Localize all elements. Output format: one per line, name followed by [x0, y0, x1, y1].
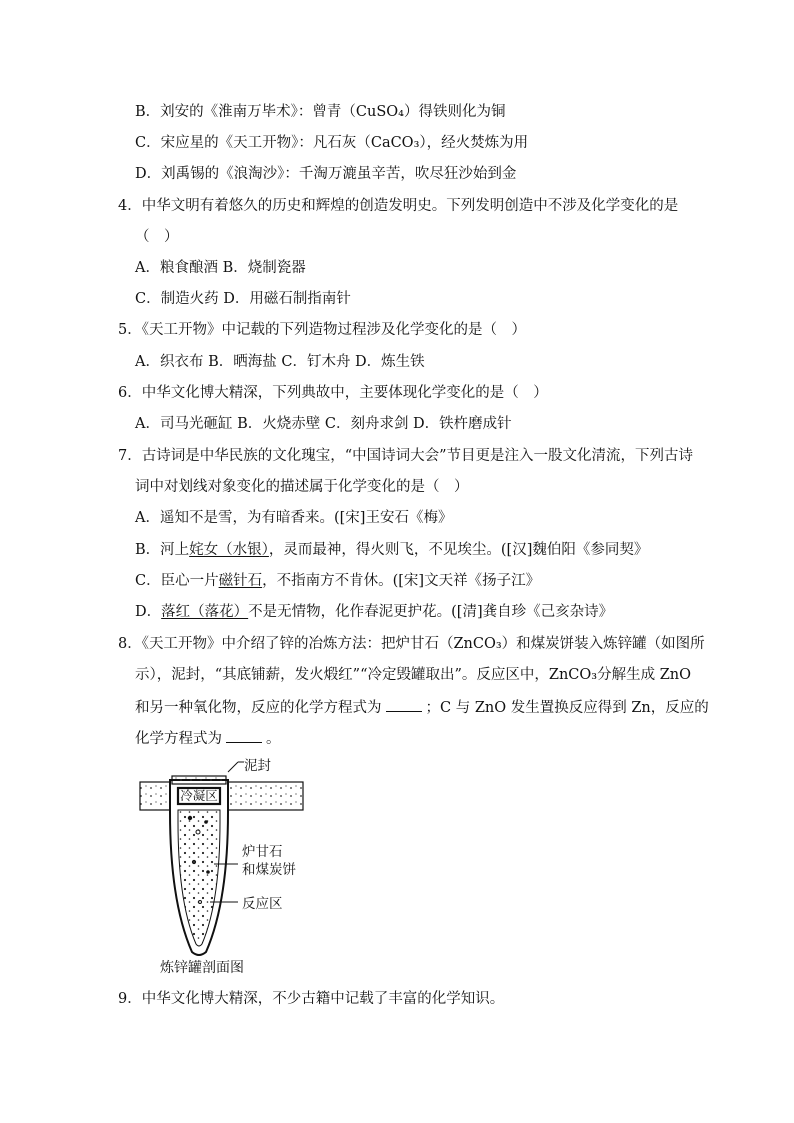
q9-stem: 9．中华文化博大精深，不少古籍中记载了丰富的化学知识。 — [118, 991, 505, 1007]
figure-caption: 炼锌罐剖面图 — [160, 960, 244, 976]
q8-line-3-a: 和另一种氧化物，反应的化学方程式为 — [135, 700, 382, 716]
q3-option-b: B．刘安的《淮南万毕术》：曾青（CuSO₄）得铁则化为铜 — [135, 104, 506, 120]
q5-stem: 5．《天工开物》中记载的下列造物过程涉及化学变化的是（ ） — [118, 322, 526, 338]
q7-d-underlined: 落红（落花） — [161, 604, 249, 620]
q6-options: A．司马光砸缸 B．火烧赤壁 C．刻舟求剑 D．铁杵磨成针 — [135, 416, 512, 432]
q8-line-3-b: ；C 与 ZnO 发生置换反应得到 Zn，反应的 — [425, 700, 709, 716]
q4-stem: 4．中华文明有着悠久的历史和辉煌的创造发明史。下列发明创造中不涉及化学变化的是 — [118, 198, 679, 214]
q8-line-4-b: 。 — [266, 731, 281, 747]
q3-option-d: D．刘禹锡的《浪淘沙》：千淘万漉虽辛苦，吹尽狂沙始到金 — [135, 166, 517, 182]
q4-options-cd: C．制造火药 D．用磁石制指南针 — [135, 291, 351, 307]
q8-line-3 — [135, 697, 709, 718]
q7-d-suffix: 不是无情物，化作春泥更护花。([清]龚自珍《己亥杂诗》 — [248, 604, 614, 620]
q7-d-prefix: D． — [135, 604, 162, 620]
answer-blank-2[interactable] — [226, 728, 262, 743]
q6-stem: 6．中华文化博大精深，下列典故中，主要体现化学变化的是（ ） — [118, 385, 548, 401]
q7-stem: 7．古诗词是中华民族的文化瑰宝，“中国诗词大会”节目更是注入一股文化清流，下列古诗 — [118, 448, 694, 464]
q7-option-b — [135, 540, 648, 560]
q8-line-4-a: 化学方程式为 — [135, 731, 222, 747]
q8-line-1: 8．《天工开物》中介绍了锌的冶炼方法：把炉甘石（ZnCO₃）和煤炭饼装入炼锌罐（如图所 — [118, 636, 705, 652]
q7-option-c — [135, 571, 540, 591]
label-ore-line-1: 炉甘石 — [242, 844, 283, 860]
label-seal: 泥封 — [244, 758, 271, 774]
q7-c-suffix: ，不指南方不肯休。([宋]文天祥《扬子江》 — [262, 573, 541, 589]
answer-blank-1[interactable] — [386, 697, 422, 712]
q7-b-suffix: ，灵而最神，得火则飞，不见埃尘。([汉]魏伯阳《参同契》 — [268, 542, 649, 558]
zinc-pot-figure — [138, 752, 338, 982]
q5-options: A．织衣布 B．晒海盐 C．钉木舟 D．炼生铁 — [135, 354, 425, 370]
label-reaction-zone: 反应区 — [242, 896, 283, 912]
zinc-pot-diagram — [138, 752, 338, 962]
label-ore-line-2: 和煤炭饼 — [242, 862, 296, 878]
q4-options-ab: A．粮食酿酒 B．烧制瓷器 — [135, 260, 306, 276]
q7-b-underlined: 姹女（水银） — [189, 542, 269, 558]
q7-c-underlined: 磁针石 — [218, 573, 263, 589]
q7-option-a: A．遥知不是雪，为有暗香来。([宋]王安石《梅》 — [135, 510, 453, 526]
q3-option-c: C．宋应星的《天工开物》：凡石灰（CaCO₃），经火焚炼为用 — [135, 135, 529, 151]
q8-line-4 — [135, 728, 281, 749]
q8-line-2: 示），泥封，“其底铺薪，发火煅红”“冷定毁罐取出”。反应区中，ZnCO₃分解生成 ZnO — [135, 667, 692, 683]
q7-c-prefix: C．臣心一片 — [135, 573, 219, 589]
q7-stem-cont: 词中对划线对象变化的描述属于化学变化的是（ ） — [135, 479, 469, 495]
label-condensation-zone: 冷凝区 — [180, 788, 218, 803]
q7-option-d — [135, 602, 613, 622]
q7-b-prefix: B．河上 — [135, 542, 190, 558]
q4-stem-bracket: （ ） — [135, 229, 179, 245]
